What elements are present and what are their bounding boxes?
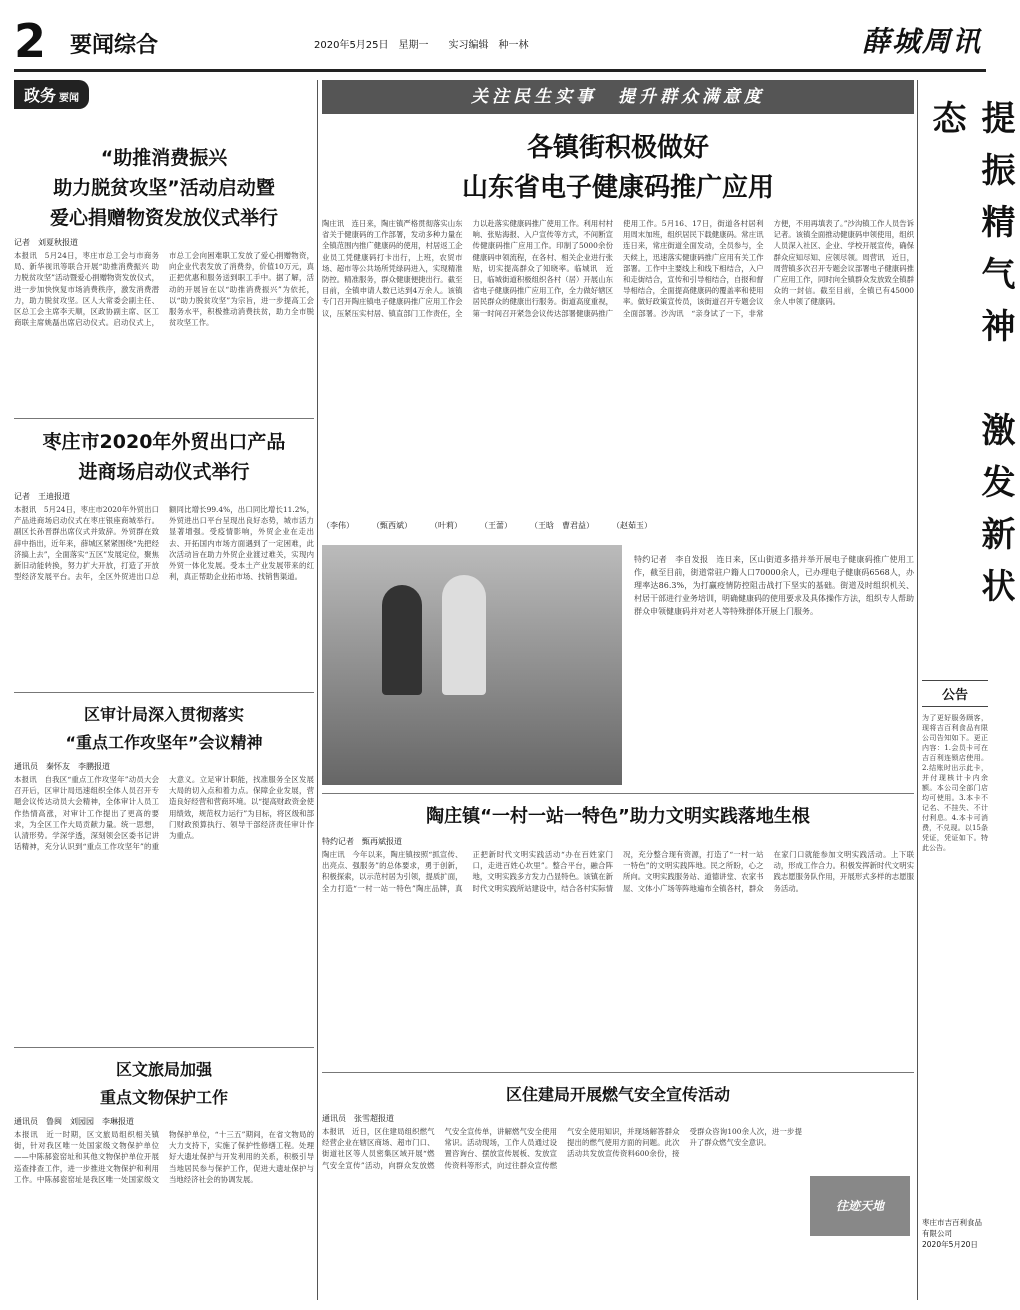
headline: 爱心捐赠物资发放仪式举行 — [49, 207, 278, 229]
article-body: 本报讯 近日，区住建局组织燃气经营企业在辖区商场、超市门口、街道社区等人员密集区域开展“燃气安全宣传”活动，向群众发放燃气安全宣传单，讲解燃气安全使用常识。活动现场，工作人员通过设置咨询台、摆放宣传展板、发放宣传资料等形式，向过往群众宣传燃气安全使用知识，并现场解答群众提出的燃气使用方面的问题。此次活动共发放宣传资料600余份，接受群众咨询100余人次，进一步提升了群众燃气安全意识。 — [322, 1127, 802, 1170]
section-label: 政务 要闻 — [14, 80, 89, 109]
headline: 陶庄镇“一村一站一特色”助力文明实践落地生根 — [426, 806, 810, 827]
column-divider — [917, 80, 918, 1300]
credit: （甄西斌） — [372, 521, 412, 530]
article-gas-safety — [322, 1081, 914, 1236]
headline: 助力脱贫攻坚”活动启动暨 — [53, 177, 275, 199]
headline: “助推消费振兴 — [100, 147, 228, 169]
article-body: 本报讯 近一时期，区文旅局组织相关镇街，针对我区唯一处国家级文物保护单位——中陈郝瓷窑址和其他文物保护单位开展巡查排查工作，进一步推进文物保护和利用工作。中陈郝瓷窑址是我区唯一处国家级文物保护单位，“十三五”期间，在省文物局的大力支持下，实施了保护性修缮工程。处理好大遗址保护与开发利用的关系，积极引导当地居民参与保护工作，促进大遗址保护与当地经济社会的协调发展。 — [14, 1130, 314, 1184]
article-body: 陶庄讯 今年以来，陶庄镇按照“抓宣传、出亮点、强服务”的总体要求，勇于创新，积极探索，以示范村居为引领，提质扩面，全力打造“一村一站一特色”陶庄品牌，真正把新时代文明实践活动“办在百姓家门口，走进百姓心坎里”。整合平台，融合阵地，文明实践多方发力凸显特色。该镇在新时代文明实践所站建设中，结合各村实际情况，充分整合现有资源，打造了“一村一站一特色”的文明实践阵地。民之所盼，心之所向。文明实践服务站、道德讲堂、农家书屋、文体小广场等阵地遍布全镇各村，群众在家门口就能参加文明实践活动。上下联动，形成工作合力。积极发挥新时代文明实践志愿服务队作用，开展形式多样的志愿服务活动。 — [322, 850, 914, 893]
article-body: 陶庄讯 连日来，陶庄镇严格贯彻落实山东省关于健康码的工作部署，发动多种力量在全镇范围内推广健康码的使用，村居返工企业员工凭健康码打卡出行，上班，农贸市场、超市等公共场所凭绿码进入，实现精准防控。精准服务，群众健康便捷出行。截至目前，全镇申请人数已达到4万余人。该镇专门召开陶庄镇电子健康码推广应用工作会议，压紧压实村居、镇直部门工作责任，全力以赴落实健康码推广使用工作。利用村村响、张贴海报、入户宣传等方式，不间断宣传健康码推广应用工作。印制了5000余份健康码申领流程，在各村、相关企业进行张贴，切实提高群众了知晓率。临城讯 近日，临城街道积极组织各村（居）开展山东省电子健康码推广应用工作，全力做好辖区居民群众的健康出行服务。街道高度重视，第一时间召开紧急会议传达部署健康码推广使用工作。5月16、17日，街道各村居利用周末加班，组织居民下载健康码。常庄讯 连日来，常庄街道全面发动，全员参与，全天候上，迅速落实健康码推广应用有关工作部署。工作中主要线上和线下相结合，入户和走街结合，宣传和引导相结合，自报和督导相结合，全面提高健康码的覆盖率和使用率。做好政策宣传员，该街道召开专题会议全面部署。沙沟讯 “亲身试了一下，非常方便，不用再填表了。”沙沟镇工作人员告诉记者。该镇全面推动健康码申领使用，组织人员深入社区、企业、学校开展宣传，确保群众应知尽知、应领尽领。周营讯 近日，周营镇多次召开专题会议部署电子健康码推广应用工作，同时向全镇群众发放致全镇群众的一封信。截至目前，全镇已有45000余人申领了健康码。 — [322, 219, 915, 318]
divider — [14, 1047, 314, 1048]
notice-date: 2020年5月20日 — [922, 1240, 978, 1249]
masthead-logo: 薛城周讯 — [861, 25, 982, 58]
credit: （王蕾） — [480, 521, 512, 530]
article-body: 本报讯 5月24日，枣庄市总工会与市商务局、新华视讯等联合开展“助推消费振兴 助力脱贫攻坚”活动暨爱心捐赠物资发放仪式，进一步加快恢复市场消费秩序，激发消费潜力，助力脱贫攻坚。区人大常委会副主任、区总工会主席李天顺，区政协副主席、区工商联主席姚磊出席启动仪式。启动仪式上，市总工会向困难职工发放了爱心捐赠物资，向企业代表发放了消费券，价值10万元，真正把优惠和服务送到职工手中。据了解，活动的开展旨在以“助推消费振兴”为依托，以“助力脱贫攻坚”为宗旨，进一步提高工会服务水平，积极推动消费扶贫，助力全市脱贫攻坚工作。 — [14, 251, 314, 328]
column-divider — [317, 80, 318, 1300]
byline: 通讯员 秦怀友 李鹏报道 — [14, 762, 110, 771]
stamp-logo: 往迹天地 — [810, 1176, 910, 1236]
headline: “重点工作攻坚年”会议精神 — [65, 733, 263, 752]
headline: 区文旅局加强 — [115, 1060, 212, 1079]
byline: 记者 王迪报道 — [14, 492, 70, 501]
headline: 进商场启动仪式举行 — [78, 461, 250, 483]
left-column — [14, 80, 314, 1300]
byline: 记者 刘夏秋报道 — [14, 238, 78, 247]
vertical-slogan: 提振精气神 激发新状态 — [926, 100, 1015, 620]
feature-banner: 关注民生实事 提升群众满意度 — [322, 80, 914, 114]
article-body: 本报讯 5月24日，枣庄市2020年外贸出口产品进商场启动仪式在枣庄银座商城举行。副区长孙晋群出席仪式并致辞。外贸群在致辞中指出，近年来，薛城区紧紧围绕“先把经济搞上去”，全面落实“五区”发展定位，聚焦新旧动能转换，努力扩大开放，打造了开放型经济发展平台。去年，全区外贸进出口总额同比增长99.4%，出口同比增长11.2%，外贸进出口平台呈现出良好态势，城市活力显著增强。受疫情影响，外贸企业在走出去、开拓国内市场方面遇到了一定困难，此次活动旨在助力外贸企业渡过难关，实现内外贸一体化发展。受本土产业发展带来的红利，真正帮助企业拓市场、找销售渠道。 — [14, 505, 314, 582]
headline: 枣庄市2020年外贸出口产品 — [42, 431, 286, 453]
photo-caption: 特约记者 李自发报 连日来，区山街道多措并举开展电子健康码推广使用工作，截至目前，街道常驻户籍人口70000余人，已办理电子健康码6568人，办理率达86.3%，为打赢疫情防控阻击战打下坚实的基础。街道及时组织机关、村居干部进行业务培训，明确健康码的使用要求及具体操作方法，组织专人帮助群众申领健康码并对老人等特殊群体开展上门服务。 — [634, 555, 914, 616]
article-cultural-relics — [14, 1056, 314, 1269]
credit: （李伟） — [322, 521, 354, 530]
headline: 重点文物保护工作 — [99, 1088, 228, 1107]
right-column — [922, 80, 1015, 1300]
byline: 通讯员 张雪超报道 — [322, 1114, 394, 1123]
page-header — [14, 14, 986, 72]
divider — [322, 1072, 914, 1073]
article-consumption — [14, 143, 314, 410]
notice-signature: 枣庄市吉百利食品有限公司 — [922, 1218, 982, 1238]
article-audit — [14, 701, 314, 1039]
page-number: 2 — [14, 14, 47, 68]
article-civilization — [322, 802, 914, 1064]
divider — [322, 793, 914, 794]
middle-column — [322, 80, 914, 1300]
credit: （叶莉） — [430, 521, 462, 530]
main-headline: 山东省电子健康码推广应用 — [461, 173, 774, 203]
news-photo — [322, 545, 622, 785]
article-foreign-trade — [14, 427, 314, 684]
issue-meta: 2020年5月25日 星期一 实习编辑 种一林 — [314, 40, 529, 51]
credit-row — [322, 520, 914, 531]
photo-block — [322, 545, 914, 785]
article-body: 本报讯 自我区“重点工作攻坚年”动员大会召开后，区审计局迅速组织全体人员召开专题会议传达动员大会精神，全体审计人员工作热情高涨，对审计工作提出了更高的要求，为全区工作大局贡献力量。统一思想，认清形势。学深学透，深刻领会区委书记讲话精神，充分认识到“重点工作攻坚年”的重大意义。立足审计职能，找准服务全区发展大局的切入点和着力点。保障企业发展，营造良好经营和营商环境。以“提高财政资金使用绩效，规范权力运行”为目标，将区级和部门财政预算执行、领导干部经济责任审计作为重点。 — [14, 775, 314, 852]
byline: 特约记者 甄再斌报道 — [322, 837, 402, 846]
section-title: 要闻综合 — [70, 33, 159, 58]
main-article — [322, 128, 914, 531]
notice-body: 为了更好服务顾客，现将吉百利食品有限公司告知如下。更正内容：1.会员卡可在吉百利连锁店使用。2.结账时出示此卡，并付现核计卡内余额。本公司全部门店均可使用。3.本卡不记名、不挂失、不计付利息。4.本卡可消费，不兑现。以15条凭证，凭证如下。特此公告。 — [922, 714, 988, 852]
headline: 区住建局开展燃气安全宣传活动 — [505, 1085, 730, 1104]
credit: （赵茹玉） — [612, 521, 652, 530]
notice-title: 公告 — [922, 680, 988, 707]
divider — [14, 418, 314, 419]
credit: （王晗 曹君益） — [530, 521, 594, 530]
byline: 通讯员 鲁闽 刘园园 李琳报道 — [14, 1117, 134, 1126]
main-headline: 各镇街积极做好 — [526, 133, 709, 163]
headline: 区审计局深入贯彻落实 — [83, 705, 244, 724]
divider — [14, 692, 314, 693]
